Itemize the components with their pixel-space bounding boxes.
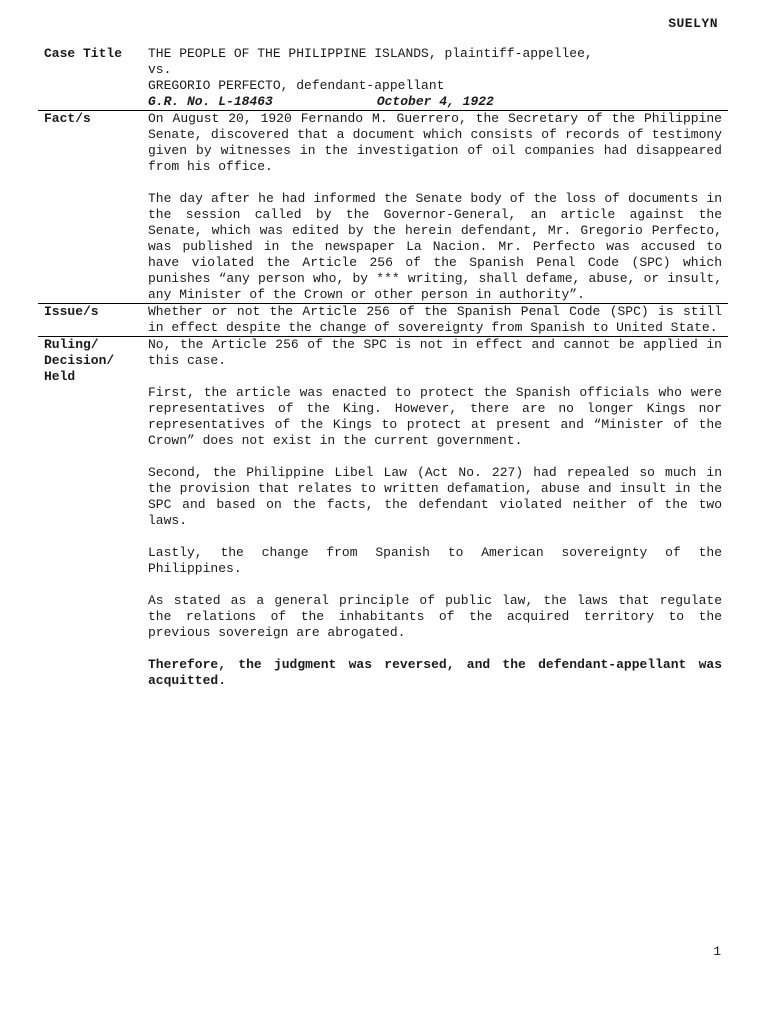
ruling-paragraph: Second, the Philippine Libel Law (Act No. 227) had repealed so much in the provision that relates to written defamation, abuse and insult in the SPC and based on the facts, the defendant violated neither of the two laws. xyxy=(148,465,722,528)
ruling-paragraph: Lastly, the change from Spanish to American sovereignty of the Philippines. xyxy=(148,545,722,576)
facts-paragraph: The day after he had informed the Senate body of the loss of documents in the session called by the Governor-General, an article against the Senate, which was edited by the herein defendant, Mr. Gregorio Perfecto, was published in the newspaper La Nacion. Mr. Perfecto was accused to have violated the Article 256 of the Spanish Penal Code (SPC) which punishes “any person who, by *** writing, shall defame, abuse, or insult, any Minister of the Crown or other person in authority”. xyxy=(148,191,722,302)
case-title-versus: vs. xyxy=(148,62,172,77)
ruling-label-line: Decision/ xyxy=(44,353,115,368)
issues-content xyxy=(148,304,728,336)
gr-number: G.R. No. L-18463 xyxy=(148,94,273,109)
case-title-defendant: GREGORIO PERFECTO, defendant-appellant xyxy=(148,78,445,93)
case-title-label: Case Title xyxy=(44,46,123,61)
issues-row xyxy=(38,303,728,336)
issues-label: Issue/s xyxy=(44,304,99,319)
case-title-plaintiff: THE PEOPLE OF THE PHILIPPINE ISLANDS, plaintiff-appellee, xyxy=(148,46,593,61)
page-number: 1 xyxy=(713,944,721,959)
facts-row xyxy=(38,110,728,303)
case-title-content xyxy=(148,46,728,110)
facts-paragraph: On August 20, 1920 Fernando M. Guerrero, the Secretary of the Philippine Senate, discovered that a document which consists of records of testimony given by witnesses in the investigation of oil companies had disappeared from his office. xyxy=(148,111,722,174)
ruling-row xyxy=(38,336,728,689)
ruling-paragraph: No, the Article 256 of the SPC is not in effect and cannot be applied in this case. xyxy=(148,337,722,368)
case-digest-table xyxy=(38,46,728,689)
ruling-paragraph: As stated as a general principle of public law, the laws that regulate the relations of the inhabitants of the acquired territory to the previous sovereign are abrogated. xyxy=(148,593,722,640)
issues-paragraph: Whether or not the Article 256 of the Spanish Penal Code (SPC) is still in effect despite the change of sovereignty from Spanish to United State. xyxy=(148,304,722,335)
case-reference-line xyxy=(148,94,722,110)
ruling-label xyxy=(38,337,148,689)
case-title-row xyxy=(38,46,728,110)
ruling-conclusion: Therefore, the judgment was reversed, and the defendant-appellant was acquitted. xyxy=(148,657,722,688)
ruling-label-line: Ruling/ xyxy=(44,337,99,352)
decision-date: October 4, 1922 xyxy=(376,94,494,109)
ruling-content xyxy=(148,337,728,689)
ruling-paragraph: First, the article was enacted to protect the Spanish officials who were representatives of the King. However, there are no longer Kings nor representatives of the Kings to protect at present and “Minister of the Crown” does not exist in the current government. xyxy=(148,385,722,448)
facts-label: Fact/s xyxy=(44,111,91,126)
ruling-label-line: Held xyxy=(44,369,76,384)
author-name: SUELYN xyxy=(668,16,718,31)
facts-content xyxy=(148,111,728,303)
